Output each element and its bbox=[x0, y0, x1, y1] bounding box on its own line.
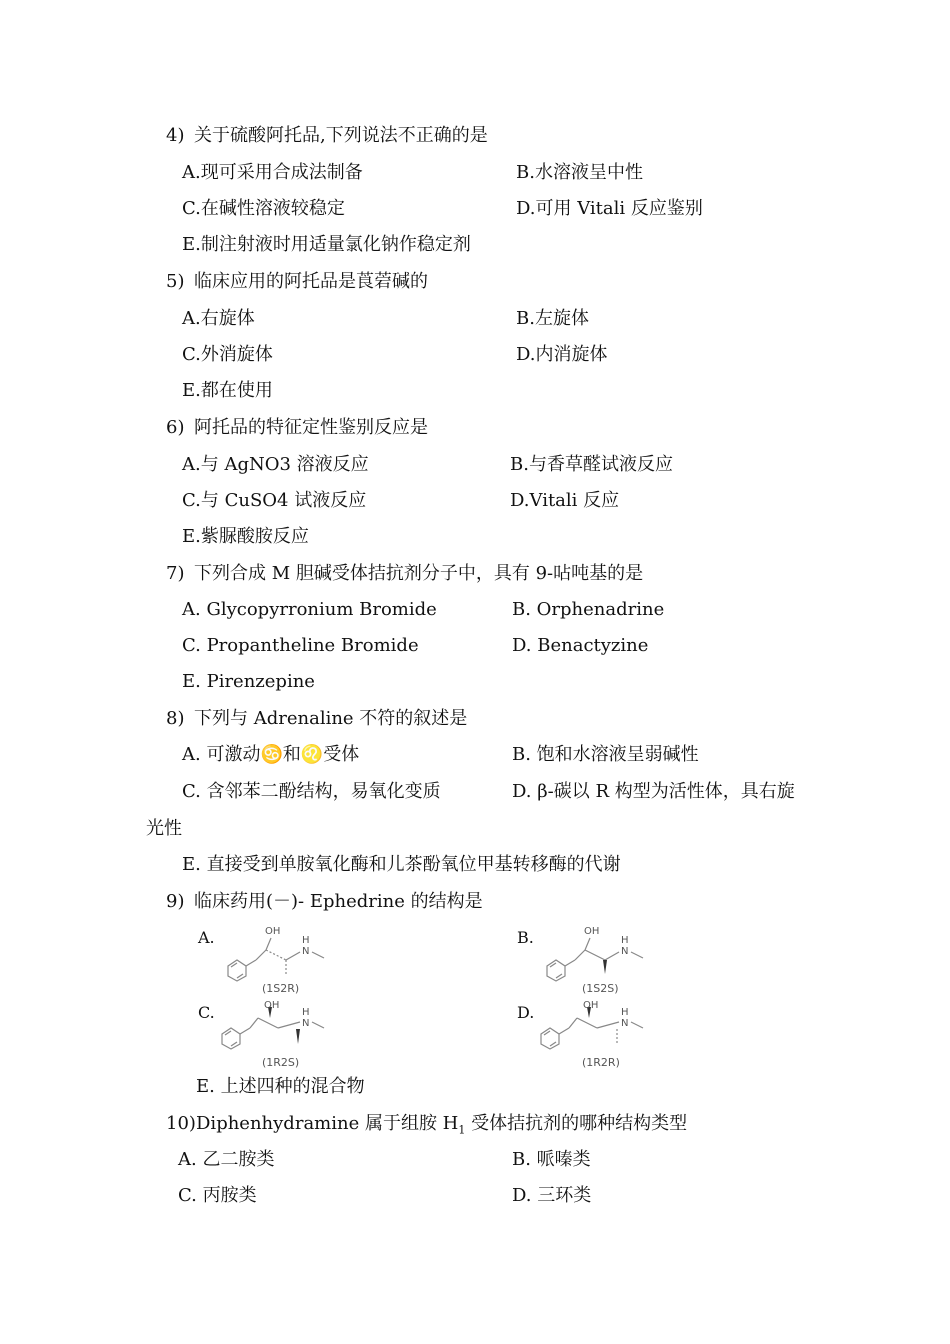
question-stem: 临床应用的阿托品是莨菪碱的 bbox=[194, 271, 428, 292]
amine-n-label: N bbox=[302, 1018, 310, 1029]
q5-option-b: B.左旋体 bbox=[516, 308, 589, 329]
q7-option-b: B. Orphenadrine bbox=[512, 599, 665, 620]
q7-option-a: A. Glycopyrronium Bromide bbox=[182, 599, 437, 620]
hydroxyl-label: OH bbox=[583, 1000, 599, 1011]
q6-option-a: A.与 AgNO3 溶液反应 bbox=[182, 454, 369, 475]
question-4 bbox=[166, 125, 488, 147]
q4-option-c: C.在碱性溶液较稳定 bbox=[182, 198, 345, 219]
question-stem-subscript: 1 bbox=[458, 1123, 466, 1137]
question-stem: 下列与 Adrenaline 不符的叙述是 bbox=[194, 708, 468, 729]
question-stem-post: 受体拮抗剂的哪种结构类型 bbox=[465, 1113, 688, 1134]
question-number: 9) bbox=[166, 891, 185, 912]
q9-config-a: (1S2R) bbox=[262, 982, 300, 995]
q9-option-b-letter: B. bbox=[517, 928, 534, 947]
question-stem-pre: Diphenhydramine 属于组胺 H bbox=[196, 1113, 459, 1134]
q9-option-d-letter: D. bbox=[517, 1003, 535, 1022]
question-number: 5) bbox=[166, 271, 185, 292]
q9-config-d: (1R2R) bbox=[582, 1056, 620, 1069]
question-stem: 下列合成 M 胆碱受体拮抗剂分子中，具有 9-呫吨基的是 bbox=[194, 563, 644, 584]
q6-option-c: C.与 CuSO4 试液反应 bbox=[182, 490, 367, 511]
amine-n-label: N bbox=[621, 946, 629, 957]
q8-option-e: E. 直接受到单胺氧化酶和儿茶酚氧位甲基转移酶的代谢 bbox=[182, 854, 621, 875]
q7-option-c: C. Propantheline Bromide bbox=[182, 635, 419, 656]
q7-option-e: E. Pirenzepine bbox=[182, 671, 315, 692]
hydroxyl-label: OH bbox=[264, 1000, 280, 1011]
hydroxyl-label: OH bbox=[584, 926, 600, 937]
hydroxyl-label: OH bbox=[265, 926, 281, 937]
question-stem: 关于硫酸阿托品,下列说法不正确的是 bbox=[194, 125, 488, 146]
q4-option-d: D.可用 Vitali 反应鉴别 bbox=[516, 198, 703, 219]
q10-option-a: A. 乙二胺类 bbox=[178, 1149, 275, 1170]
amine-n-label: N bbox=[302, 946, 310, 957]
q9-structure-c bbox=[216, 998, 336, 1060]
question-number: 7) bbox=[166, 563, 185, 584]
q6-option-b: B.与香草醛试液反应 bbox=[510, 454, 673, 475]
q10-option-b: B. 哌嗪类 bbox=[512, 1149, 591, 1170]
q5-option-e: E.都在使用 bbox=[182, 380, 273, 401]
question-stem: 临床药用(－)- Ephedrine 的结构是 bbox=[194, 891, 483, 912]
q9-structure-d bbox=[535, 998, 655, 1060]
amine-h-label: H bbox=[621, 1007, 629, 1018]
q10-option-c: C. 丙胺类 bbox=[178, 1185, 257, 1206]
q5-option-d: D.内消旋体 bbox=[516, 344, 608, 365]
q8-option-d: D. β-碳以 R 构型为活性体，具右旋 bbox=[512, 781, 795, 802]
q8-option-d-continued: 光性 bbox=[146, 818, 182, 839]
question-stem: 阿托品的特征定性鉴别反应是 bbox=[194, 417, 428, 438]
q4-option-e: E.制注射液时用适量氯化钠作稳定剂 bbox=[182, 234, 471, 255]
question-number: 6) bbox=[166, 417, 185, 438]
q6-option-e: E.紫脲酸胺反应 bbox=[182, 526, 309, 547]
q9-option-c-letter: C. bbox=[198, 1003, 215, 1022]
q9-option-e: E. 上述四种的混合物 bbox=[196, 1076, 365, 1097]
q4-option-a: A.现可采用合成法制备 bbox=[182, 162, 363, 183]
question-5 bbox=[166, 271, 428, 293]
q5-option-c: C.外消旋体 bbox=[182, 344, 273, 365]
question-9 bbox=[166, 891, 483, 913]
q9-option-a-letter: A. bbox=[198, 928, 215, 947]
question-7 bbox=[166, 563, 643, 585]
q9-config-c: (1R2S) bbox=[262, 1056, 300, 1069]
question-6 bbox=[166, 417, 428, 439]
q6-option-d: D.Vitali 反应 bbox=[510, 490, 620, 511]
amine-n-label: N bbox=[621, 1018, 629, 1029]
q8-option-c: C. 含邻苯二酚结构，易氧化变质 bbox=[182, 781, 441, 802]
question-10 bbox=[166, 1113, 687, 1142]
amine-h-label: H bbox=[621, 935, 629, 946]
question-8 bbox=[166, 708, 467, 730]
q4-option-b: B.水溶液呈中性 bbox=[516, 162, 643, 183]
question-number: 8) bbox=[166, 708, 185, 729]
q10-option-d: D. 三环类 bbox=[512, 1185, 592, 1206]
question-number: 4) bbox=[166, 125, 185, 146]
amine-h-label: H bbox=[302, 935, 310, 946]
question-number: 10) bbox=[166, 1113, 196, 1134]
amine-h-label: H bbox=[302, 1007, 310, 1018]
q5-option-a: A.右旋体 bbox=[182, 308, 255, 329]
q8-option-b: B. 饱和水溶液呈弱碱性 bbox=[512, 744, 699, 765]
q8-option-a: A. 可激动♋和♌受体 bbox=[182, 744, 360, 765]
q7-option-d: D. Benactyzine bbox=[512, 635, 649, 656]
q9-config-b: (1S2S) bbox=[582, 982, 619, 995]
